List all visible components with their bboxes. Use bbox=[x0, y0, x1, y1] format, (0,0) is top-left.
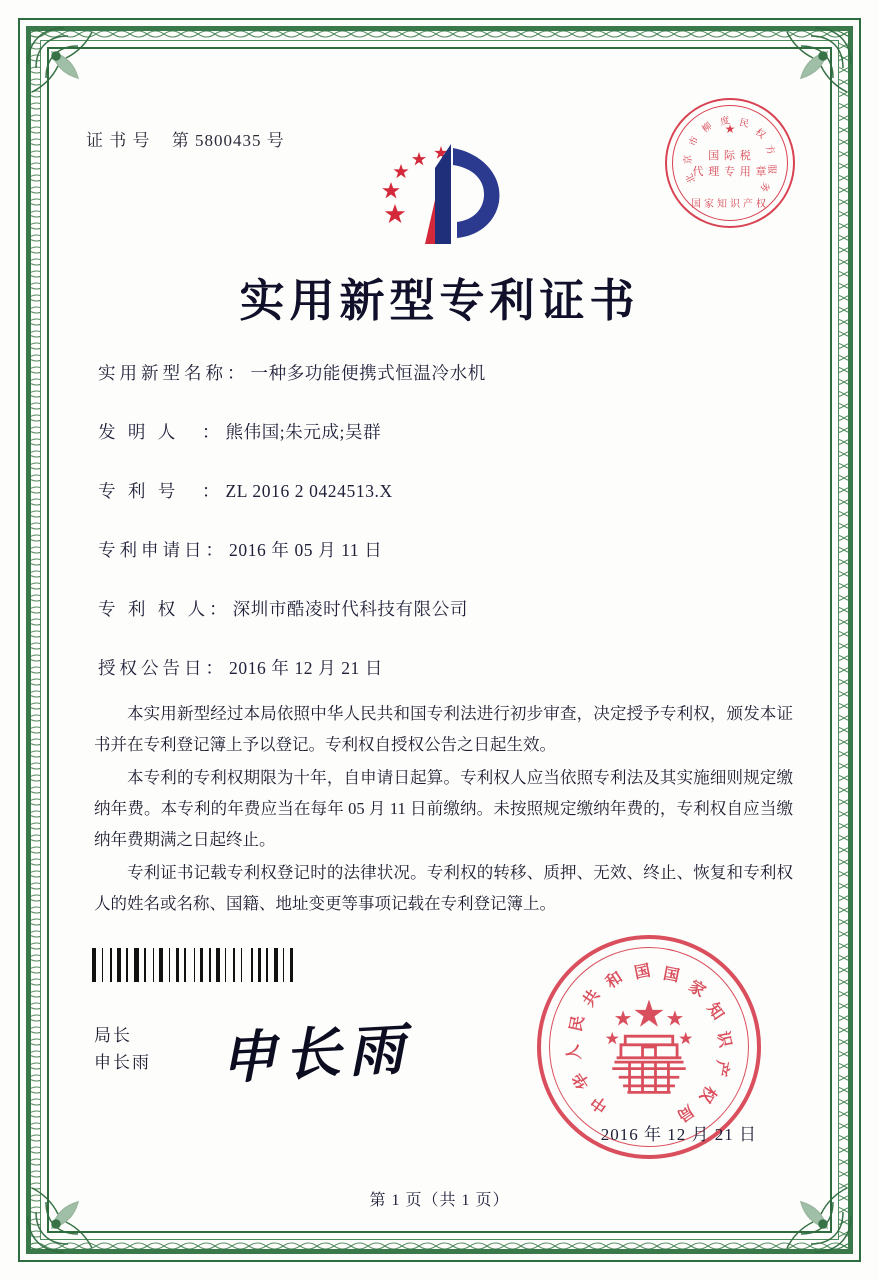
page-footer: 第 1 页（共 1 页） bbox=[369, 1192, 510, 1209]
field-label: 发 明 人 bbox=[98, 422, 180, 442]
legal-paragraph-2: 本专利的专利权期限为十年，自申请日起算。专利权人应当依照专利法及其实施细则规定缴纳年费。本专利的年费应当在每年 05 月 11 日前缴纳。未按照规定缴纳年费的，专利权自应当缴纳年费期满之日起终止。 bbox=[94, 768, 793, 849]
field-label: 授权公告日 bbox=[98, 658, 206, 678]
field-row-inventor bbox=[98, 419, 799, 444]
field-value: 一种多功能便携式恒温冷水机 bbox=[250, 363, 486, 383]
national-seal: 中 华 人 民 共 和 国 国 家 知 识 产 权 局 bbox=[537, 935, 761, 1159]
field-value: 熊伟国;朱元成;吴群 bbox=[225, 422, 382, 442]
field-row-application-date bbox=[98, 537, 799, 562]
field-row-grant-announcement-date bbox=[98, 655, 799, 680]
star-icon: ★ bbox=[724, 122, 736, 136]
certificate-content bbox=[60, 60, 819, 1220]
field-colon: ： bbox=[202, 481, 220, 501]
field-value: ZL 2016 2 0424513.X bbox=[225, 481, 393, 501]
field-value: 2016 年 12 月 21 日 bbox=[229, 658, 383, 678]
certificate-number-value: 第 5800435 号 bbox=[171, 131, 285, 150]
field-list bbox=[98, 360, 799, 714]
seal-date: 2016 年 12 月 21 日 bbox=[600, 1125, 757, 1144]
agency-seal bbox=[665, 98, 795, 228]
certificate-number bbox=[86, 126, 285, 151]
handwritten-signature: 申长雨 bbox=[218, 1019, 414, 1091]
legal-text bbox=[94, 698, 793, 921]
agency-seal-bottom-text: 国家知识产权 bbox=[691, 199, 769, 210]
national-emblem bbox=[595, 993, 703, 1101]
field-label: 专利申请日 bbox=[98, 540, 206, 560]
field-label: 专 利 权 人 bbox=[98, 599, 210, 619]
signature-name: 申长雨 bbox=[94, 1053, 151, 1072]
field-label: 实用新型名称 bbox=[98, 363, 227, 383]
field-colon: ： bbox=[227, 363, 245, 383]
page-title: 实用新型专利证书 bbox=[239, 276, 640, 326]
field-value: 2016 年 05 月 11 日 bbox=[229, 540, 383, 560]
agency-seal-line-1: 国 际 税 bbox=[708, 150, 752, 162]
field-value: 深圳市酷凌时代科技有限公司 bbox=[232, 599, 468, 619]
legal-paragraph-1: 本实用新型经过本局依照中华人民共和国专利法进行初步审查，决定授予专利权，颁发本证书并在专利登记簿上予以登记。专利权自授权公告之日起生效。 bbox=[94, 704, 793, 754]
field-label: 专 利 号 bbox=[98, 481, 180, 501]
barcode bbox=[92, 948, 299, 982]
field-colon: ： bbox=[205, 540, 223, 560]
field-row-patent-number bbox=[98, 478, 799, 503]
field-row-utility-model-name bbox=[98, 360, 799, 385]
signature-block bbox=[94, 1022, 151, 1076]
agency-seal-line-2: 代 理 专 用 章 bbox=[692, 166, 768, 178]
agency-seal-arc-text: 北 京 市 柳 度 民 权 方 服 务 bbox=[683, 116, 776, 193]
field-colon: ： bbox=[202, 422, 220, 442]
certificate-number-label: 证 书 号 bbox=[86, 131, 151, 150]
legal-paragraph-3: 专利证书记载专利权登记时的法律状况。专利权的转移、质押、无效、终止、恢复和专利权人的姓名或名称、国籍、地址变更等事项记载在专利登记簿上。 bbox=[94, 863, 793, 913]
signature-role-label: 局长 bbox=[94, 1026, 132, 1045]
field-row-patentee bbox=[98, 596, 799, 621]
cnipa-logo bbox=[365, 138, 515, 256]
field-colon: ： bbox=[205, 658, 223, 678]
field-colon: ： bbox=[209, 599, 227, 619]
